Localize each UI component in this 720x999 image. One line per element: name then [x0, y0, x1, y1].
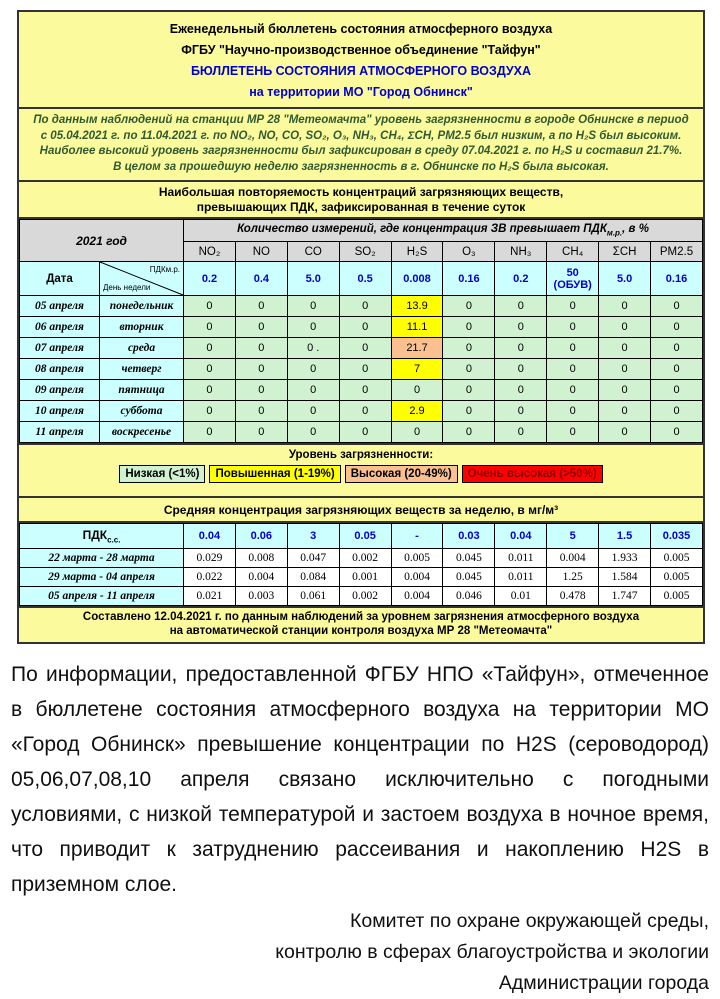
date-cell: 07 апреля: [20, 338, 100, 359]
value-cell: 0: [339, 380, 391, 401]
bulletin-header: [19, 12, 703, 107]
explanation-note: По информации, предоставленной ФГБУ НПО «Тайфун», отмеченное в бюллетене состояния атмосферного воздуха на территории МО «Город Обнинск» превышение концентрации по H2S (сероводород) 05,06,07,08,10 апреля связано исключительно с погодными условиями, с низкой температурой и застоем воздуха в ночное время, что приводит к затруднению рассеивания и накоплению H2S в приземном слое.: [11, 663, 709, 896]
pdk-ss-sub: с.с.: [107, 535, 121, 545]
legend-row: [119, 465, 602, 483]
pdk-ss-value: 0.04: [184, 524, 236, 549]
avg-value-cell: 0.001: [339, 568, 391, 587]
day-cell: воскресенье: [100, 422, 184, 443]
value-cell: 0: [547, 422, 599, 443]
date-cell: 09 апреля: [20, 380, 100, 401]
pollutant-header: NO: [235, 242, 287, 262]
summary-paragraph-2: В целом за прошедшую неделю загрязненность в г. Обнинске по H₂S была высокая.: [113, 160, 609, 173]
measure-header-cell: [184, 220, 703, 242]
value-cell: 0: [235, 317, 287, 338]
legend-item-3: Высокая (20-49%): [345, 465, 458, 483]
exceedance-table: [19, 219, 703, 443]
pdk-ss-label-cell: [20, 524, 184, 549]
value-cell: 0: [391, 422, 443, 443]
signature-block: [0, 906, 720, 999]
avg-value-cell: 0.004: [235, 568, 287, 587]
value-cell: 0: [599, 296, 651, 317]
avg-value-cell: 1.747: [599, 587, 651, 606]
day-cell: четверг: [100, 359, 184, 380]
value-cell: 0: [651, 359, 703, 380]
value-cell: 0: [443, 338, 495, 359]
pollutant-header: ΣCH: [599, 242, 651, 262]
value-cell: 0: [235, 380, 287, 401]
diag-top-label: ПДКм.р.: [149, 265, 181, 274]
value-cell: 0: [443, 401, 495, 422]
avg-value-cell: 0.061: [287, 587, 339, 606]
legend-item-1: Низкая (<1%): [119, 465, 205, 483]
avg-value-cell: 0.004: [547, 549, 599, 568]
date-header-cell: Дата: [20, 262, 100, 296]
value-cell: 0: [339, 317, 391, 338]
avg-value-cell: 0.004: [391, 568, 443, 587]
value-cell: 0: [339, 296, 391, 317]
pdk-mr-value: 0.2: [495, 262, 547, 296]
exceedance-table-wrap: [19, 217, 703, 443]
pollutant-header: SO₂: [339, 242, 391, 262]
avg-value-cell: 1.584: [599, 568, 651, 587]
value-cell: 0: [495, 338, 547, 359]
value-cell: 0: [235, 296, 287, 317]
day-cell: вторник: [100, 317, 184, 338]
pollutant-header: NH₃: [495, 242, 547, 262]
value-cell: 0: [443, 317, 495, 338]
avg-value-cell: 0.005: [651, 587, 703, 606]
value-cell: 0: [184, 359, 236, 380]
pdk-mr-value: 0.2: [184, 262, 236, 296]
avg-value-cell: 0.011: [495, 549, 547, 568]
avg-value-cell: 0.022: [184, 568, 236, 587]
value-cell: 0: [339, 338, 391, 359]
pdk-mr-value: 0.008: [391, 262, 443, 296]
pollutant-header: O₃: [443, 242, 495, 262]
avg-value-cell: 0.005: [651, 549, 703, 568]
value-cell: 0: [651, 380, 703, 401]
header-line-4: на территории МО "Город Обнинск": [249, 85, 473, 99]
day-cell: суббота: [100, 401, 184, 422]
legend-title: Уровень загрязненности:: [288, 449, 434, 461]
value-cell: 0: [287, 359, 339, 380]
summary-block: [19, 107, 703, 180]
value-cell: 0: [443, 380, 495, 401]
pdk-mr-value: 0.16: [443, 262, 495, 296]
avg-value-cell: 0.005: [391, 549, 443, 568]
value-cell: 0: [235, 359, 287, 380]
value-cell: 0: [391, 380, 443, 401]
value-cell: 0: [184, 317, 236, 338]
value-cell: 0: [495, 317, 547, 338]
value-cell: 0: [443, 359, 495, 380]
page: [0, 10, 720, 994]
value-cell: 0: [184, 401, 236, 422]
value-cell: 0: [184, 380, 236, 401]
pollutant-header: CO: [287, 242, 339, 262]
avg-value-cell: 1.25: [547, 568, 599, 587]
date-cell: 06 апреля: [20, 317, 100, 338]
pollutant-header: CH₄: [547, 242, 599, 262]
signature-line-2: контролю в сферах благоустройства и экологии: [275, 941, 709, 963]
summary-paragraph-1: По данным наблюдений на станции МР 28 "Метеомачта" уровень загрязненности в городе Обнинске в период с 05.04.2021 г. по 11.04.2021 г. по NO₂, NO, CO, SO₂, O₃, NH₃, CH₄, ΣCH, PM2.5 был низким, а по H₂S был высоким. Наиболее высокий уровень загрязненности был зафиксирован в среду 07.04.2021 г. по H₂S и составил 21.7%.: [33, 114, 689, 157]
value-cell: 21.7: [391, 338, 443, 359]
signature-line-3: Администрации города: [498, 972, 709, 994]
pdk-mr-value: 5.0: [599, 262, 651, 296]
avg-value-cell: 0.046: [443, 587, 495, 606]
value-cell: 0: [547, 380, 599, 401]
value-cell: 0: [651, 422, 703, 443]
day-cell: среда: [100, 338, 184, 359]
weekly-table: [19, 523, 703, 606]
pdk-mr-value: 5.0: [287, 262, 339, 296]
value-cell: 2.9: [391, 401, 443, 422]
pollutant-header: PM2.5: [651, 242, 703, 262]
value-cell: 0: [339, 359, 391, 380]
pdk-mr-value: 0.4: [235, 262, 287, 296]
value-cell: 0: [651, 338, 703, 359]
value-cell: 0: [547, 401, 599, 422]
legend-block: [19, 443, 703, 496]
pdk-ss-value: 0.04: [495, 524, 547, 549]
value-cell: 0: [651, 317, 703, 338]
value-cell: 0: [184, 338, 236, 359]
pdk-ss-main: ПДК: [82, 527, 108, 542]
pdk-mr-value: 50 (ОБУВ): [547, 262, 599, 296]
avg-value-cell: 0.045: [443, 549, 495, 568]
value-cell: 0: [599, 338, 651, 359]
measure-prefix: Количество измерений, где концентрация ЗВ превышает ПДК: [237, 223, 607, 236]
header-line-1: Еженедельный бюллетень состояния атмосферного воздуха: [169, 22, 553, 36]
period-cell: 22 марта - 28 марта: [20, 549, 184, 568]
date-cell: 10 апреля: [20, 401, 100, 422]
diag-bottom-label: День недели: [103, 283, 151, 292]
measure-sub: м.р.: [606, 228, 623, 238]
pdk-ss-value: 0.035: [651, 524, 703, 549]
value-cell: 0: [443, 296, 495, 317]
value-cell: 0: [495, 380, 547, 401]
value-cell: 0: [599, 317, 651, 338]
diagonal-cell: [100, 262, 184, 296]
value-cell: 0: [495, 422, 547, 443]
value-cell: 0: [547, 296, 599, 317]
value-cell: 0: [599, 401, 651, 422]
header-line-3: БЮЛЛЕТЕНЬ СОСТОЯНИЯ АТМОСФЕРНОГО ВОЗДУХА: [190, 64, 532, 78]
value-cell: 0: [235, 422, 287, 443]
value-cell: 0: [651, 401, 703, 422]
day-cell: пятница: [100, 380, 184, 401]
pollutant-header: NO₂: [184, 242, 236, 262]
value-cell: 0: [235, 338, 287, 359]
date-cell: 05 апреля: [20, 296, 100, 317]
avg-value-cell: 0.004: [391, 587, 443, 606]
avg-value-cell: 0.002: [339, 549, 391, 568]
pdk-ss-value: 0.05: [339, 524, 391, 549]
weekly-title: Средняя концентрация загрязняющих веществ за неделю, в мг/м³: [19, 496, 703, 521]
avg-value-cell: 0.478: [547, 587, 599, 606]
avg-value-cell: 0.084: [287, 568, 339, 587]
value-cell: 0: [287, 317, 339, 338]
value-cell: 0: [184, 422, 236, 443]
avg-value-cell: 0.002: [339, 587, 391, 606]
pdk-ss-value: 1.5: [599, 524, 651, 549]
pdk-ss-value: -: [391, 524, 443, 549]
pdk-ss-value: 0.06: [235, 524, 287, 549]
header-line-2: ФГБУ "Научно-производственное объединение "Тайфун": [181, 43, 541, 57]
value-cell: 0: [547, 338, 599, 359]
value-cell: 0: [235, 401, 287, 422]
year-cell: 2021 год: [20, 220, 184, 262]
pdk-mr-value: 0.5: [339, 262, 391, 296]
value-cell: 0: [443, 422, 495, 443]
date-cell: 08 апреля: [20, 359, 100, 380]
value-cell: 11.1: [391, 317, 443, 338]
exceedance-title-line1: Наибольшая повторяемость концентраций загрязняющих веществ,: [158, 185, 564, 199]
value-cell: 0: [287, 422, 339, 443]
avg-value-cell: 0.003: [235, 587, 287, 606]
measure-suffix: , в %: [622, 223, 649, 236]
value-cell: 13.9: [391, 296, 443, 317]
avg-value-cell: 0.047: [287, 549, 339, 568]
period-cell: 05 апреля - 11 апреля: [20, 587, 184, 606]
legend-item-2: Повышенная (1-19%): [209, 465, 340, 483]
avg-value-cell: 0.005: [651, 568, 703, 587]
avg-value-cell: 0.01: [495, 587, 547, 606]
avg-value-cell: 0.008: [235, 549, 287, 568]
value-cell: 0: [339, 422, 391, 443]
exceedance-title: [19, 180, 703, 217]
day-cell: понедельник: [100, 296, 184, 317]
value-cell: 0: [599, 422, 651, 443]
value-cell: 0: [287, 401, 339, 422]
value-cell: 0: [599, 359, 651, 380]
pdk-mr-value: 0.16: [651, 262, 703, 296]
legend-item-4: Очень высокая (>50%): [462, 465, 603, 483]
pdk-ss-value: 3: [287, 524, 339, 549]
pollutant-header: H₂S: [391, 242, 443, 262]
value-cell: 0: [651, 296, 703, 317]
footer-line1: Составлено 12.04.2021 г. по данным наблюдений за уровнем загрязнения атмосферного воздуха: [82, 611, 640, 623]
value-cell: 0: [339, 401, 391, 422]
period-cell: 29 марта - 04 апреля: [20, 568, 184, 587]
value-cell: 0 .: [287, 338, 339, 359]
bulletin-footer: [19, 606, 703, 642]
avg-value-cell: 0.045: [443, 568, 495, 587]
avg-value-cell: 0.021: [184, 587, 236, 606]
value-cell: 0: [547, 317, 599, 338]
value-cell: 0: [184, 296, 236, 317]
pdk-ss-value: 5: [547, 524, 599, 549]
value-cell: 0: [495, 359, 547, 380]
value-cell: 7: [391, 359, 443, 380]
value-cell: 0: [547, 359, 599, 380]
date-cell: 11 апреля: [20, 422, 100, 443]
signature-line-1: Комитет по охране окружающей среды,: [350, 910, 709, 932]
bulletin: [17, 10, 705, 644]
exceedance-title-line2: превышающих ПДК, зафиксированная в течение суток: [196, 199, 526, 214]
avg-value-cell: 1.933: [599, 549, 651, 568]
value-cell: 0: [495, 296, 547, 317]
pdk-ss-value: 0.03: [443, 524, 495, 549]
value-cell: 0: [287, 380, 339, 401]
avg-value-cell: 0.011: [495, 568, 547, 587]
value-cell: 0: [495, 401, 547, 422]
footer-line2: на автоматической станции контроля воздуха МР 28 "Метеомачта": [169, 625, 553, 637]
weekly-table-wrap: [19, 521, 703, 606]
value-cell: 0: [599, 380, 651, 401]
value-cell: 0: [287, 296, 339, 317]
avg-value-cell: 0.029: [184, 549, 236, 568]
